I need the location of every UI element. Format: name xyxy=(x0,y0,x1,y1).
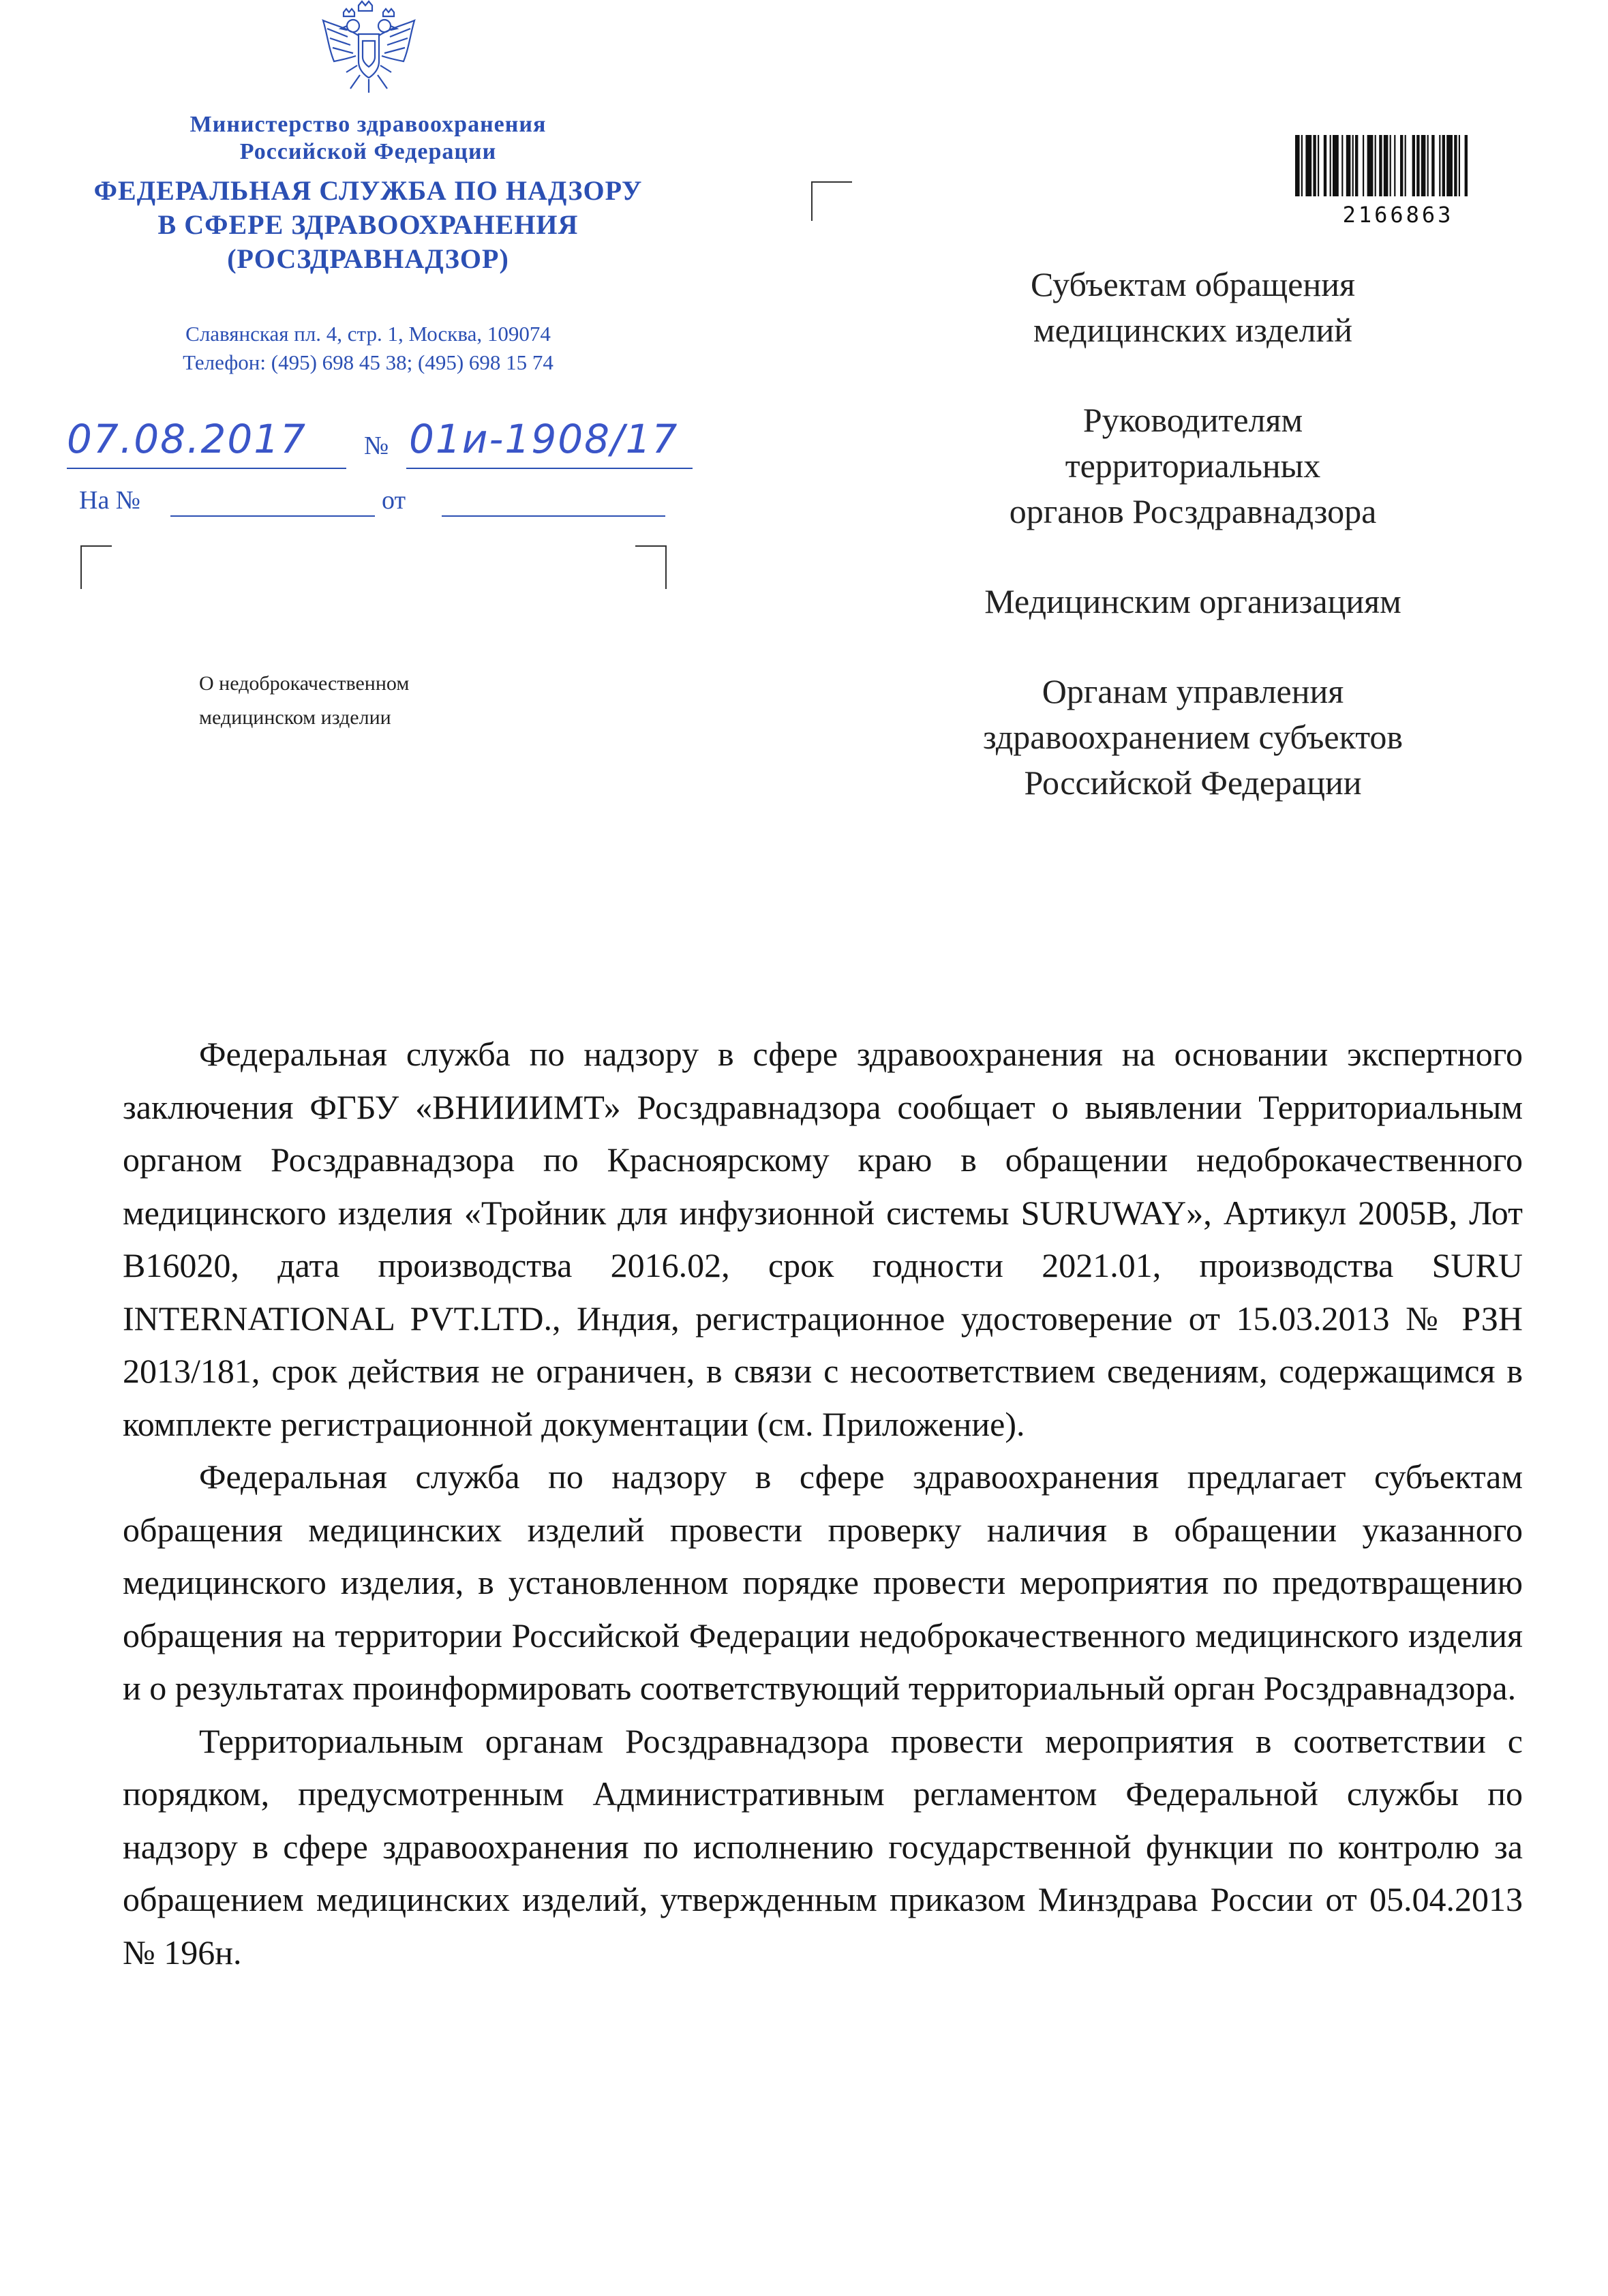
address: Славянская пл. 4, стр. 1, Москва, 109074 xyxy=(185,322,551,346)
recipient-line: Медицинским организациям xyxy=(984,582,1401,620)
barcode-bar xyxy=(1442,135,1445,196)
na-number-line xyxy=(170,515,375,517)
barcode-number: 2166863 xyxy=(1342,202,1454,228)
barcode-bar xyxy=(1412,135,1415,196)
barcode-bar xyxy=(1367,135,1374,196)
recipient-group-2 xyxy=(913,397,1472,534)
subject-line2: медицинском изделии xyxy=(199,706,391,729)
barcode-bar xyxy=(1352,135,1354,196)
recipients-block xyxy=(913,262,1472,850)
recipient-line: Субъектам обращения xyxy=(1031,265,1355,303)
barcode-bar xyxy=(1439,135,1440,196)
coat-of-arms-icon xyxy=(318,0,420,95)
barcode-bar xyxy=(1330,135,1331,196)
barcode-bar xyxy=(1324,135,1326,196)
recipient-group-3 xyxy=(913,579,1472,624)
ot-label: от xyxy=(382,486,406,515)
recipient-line: Органам управления xyxy=(1042,672,1344,710)
ot-date-line xyxy=(442,515,665,517)
service-name-line3: (РОСЗДРАВНАДЗОР) xyxy=(227,243,509,274)
barcode-bar xyxy=(1421,135,1426,196)
recipient-line: органов Росздравнадзора xyxy=(1009,492,1377,530)
subject-corner-left xyxy=(80,545,112,589)
barcode-bar xyxy=(1301,135,1303,196)
body-paragraph-2: Федеральная служба по надзору в сфере здравоохранения предлагает субъектам обращения медицинских изделий провести проверку наличия в обращении указанного медицинского изделия, в установленном порядке провести мероприятия по предотвращению обращения на территории Российской Федерации недоброкачественного медицинского изделия и о результатах проинформировать соответствующий территориальный орган Росздравнадзора. xyxy=(123,1457,1523,1707)
recipient-group-1 xyxy=(913,262,1472,353)
barcode-bar xyxy=(1295,135,1300,196)
service-name-line1: ФЕДЕРАЛЬНАЯ СЛУЖБА ПО НАДЗОРУ xyxy=(93,175,643,206)
barcode-bar xyxy=(1431,135,1434,196)
barcode-bar xyxy=(1341,135,1343,196)
barcode-bar xyxy=(1400,135,1403,196)
na-label: На № xyxy=(79,486,141,515)
phone: Телефон: (495) 698 45 38; (495) 698 15 74 xyxy=(183,350,553,374)
barcode-icon xyxy=(1294,135,1502,196)
barcode-bar xyxy=(1346,135,1351,196)
barcode-bar xyxy=(1454,135,1457,196)
recipient-line: Российской Федерации xyxy=(1024,764,1362,802)
barcode-bar xyxy=(1363,135,1364,196)
barcode-bar xyxy=(1318,135,1319,196)
barcode-bar xyxy=(1465,135,1468,196)
barcode-bar xyxy=(1333,135,1339,196)
ministry-name-line2: Российской Федерации xyxy=(239,139,497,164)
body-paragraph-3: Территориальным органам Росздравнадзора провести мероприятия в соответствии с порядком, предусмотренным Административным регламентом Федеральной службы по надзору в сфере здравоохранения по исполнению государственной функции по контролю за обращением медицинских изделий, утвержденным приказом Минздрава России от 05.04.2013 № 196н. xyxy=(123,1721,1523,1972)
service-name-line2: В СФЕРЕ ЗДРАВООХРАНЕНИЯ xyxy=(157,209,579,240)
barcode-bar xyxy=(1459,135,1460,196)
date-underline xyxy=(67,468,346,469)
barcode-bar xyxy=(1313,135,1316,196)
number-underline xyxy=(406,468,693,469)
body-paragraph-1: Федеральная служба по надзору в сфере здравоохранения на основании экспертного заключения ФГБУ «ВНИИИМТ» Росздравнадзора сообщает о выявлении Территориальным органом Росздравнадзора по Красноярскому краю в обращении недоброкачественного медицинского изделия «Тройник для инфузионной системы SURUWAY», Артикул 2005B, Лот B16020, дата производства 2016.02, срок годности 2021.01, производства SURU INTERNATIONAL PVT.LTD., Индия, регистрационное удостоверение от 15.03.2013 № РЗН 2013/181, срок действия не ограничен, в связи с несоответствием сведениям, содержащимся в комплекте регистрационной документации (см. Приложение). xyxy=(123,1035,1523,1443)
subject-line1: О недоброкачественном xyxy=(199,672,410,695)
outgoing-date: 07.08.2017 xyxy=(67,416,307,462)
barcode-bar xyxy=(1305,135,1311,196)
barcode-bar xyxy=(1394,135,1395,196)
ministry-name-line1: Министерство здравоохранения xyxy=(189,112,547,137)
barcode-bar xyxy=(1446,135,1453,196)
recipient-line: территориальных xyxy=(1065,447,1321,485)
recipient-line: медицинских изделий xyxy=(1033,311,1353,349)
recipient-line: здравоохранением субъектов xyxy=(982,718,1404,756)
barcode-bar xyxy=(1375,135,1376,196)
barcode-bar xyxy=(1390,135,1391,196)
address-corner-left xyxy=(811,181,852,221)
barcode-bar xyxy=(1427,135,1429,196)
number-sign: № xyxy=(364,432,389,460)
recipient-group-4 xyxy=(913,669,1472,806)
barcode-bar xyxy=(1384,135,1389,196)
barcode-bar xyxy=(1405,135,1406,196)
letter-subject xyxy=(199,667,409,735)
barcode-bar xyxy=(1379,135,1382,196)
outgoing-number: 01и-1908/17 xyxy=(409,416,679,462)
barcode-bar xyxy=(1355,135,1358,196)
barcode-bar xyxy=(1416,135,1419,196)
recipient-line: Руководителям xyxy=(1082,401,1303,439)
letter-body xyxy=(123,1028,1523,1979)
subject-corner-right xyxy=(635,545,667,589)
